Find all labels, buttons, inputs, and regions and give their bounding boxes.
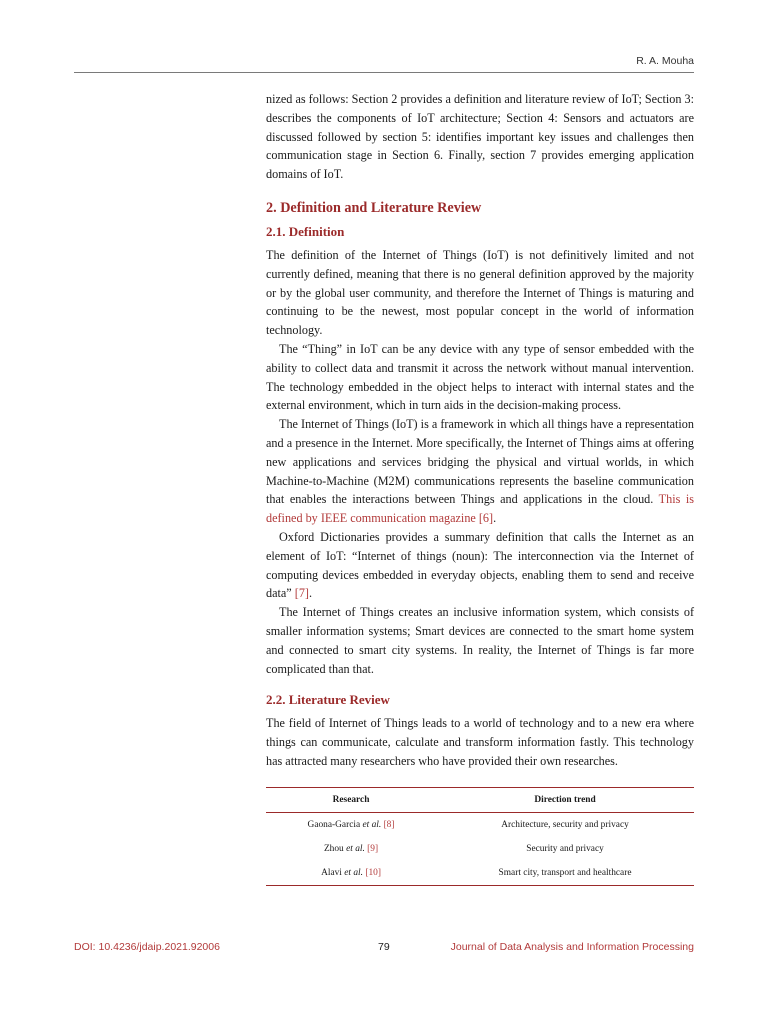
research-cell: Gaona-Garcia et al. [8] [307,819,395,830]
citation-link[interactable]: [7] [294,586,309,601]
citation-link[interactable]: [10] [365,867,381,878]
research-table [266,787,694,886]
table-row [266,812,694,837]
paragraph-text: Oxford Dictionaries provides a summary definition that calls the Internet as an element of IoT: “Internet of things (noun): The interconnection via the Internet of computing devices embedded in everyday objects, enabling them to send and receive data” [266,529,694,601]
table-row [266,837,694,861]
research-cell: Alavi et al. [10] [266,861,436,886]
paragraph: The Internet of Things creates an inclusive information system, which consists of smaller information systems; Smart devices are connected to the smart home system and connected to smart city systems. In reality, the Internet of Things is far more complicated than that. [266,605,694,676]
research-cell: Zhou et al. [9] [323,843,379,854]
main-content [266,90,694,886]
footer-journal-link[interactable]: Journal of Data Analysis and Information Processing [450,941,694,953]
header-rule [74,72,694,73]
paragraph: Oxford Dictionaries provides a summary definition that calls the Internet as an element of IoT: “Internet of things (noun): The interconnection via the Internet of computing devices embedded in everyday objects, enabling them to send and receive data” [7]. [266,529,694,601]
footer-page-number: 79 [378,941,390,953]
paragraph: The definition of the Internet of Things (IoT) is not definitively limited and not currently defined, meaning that there is no general definition approved by the majority or by the global user community, and therefore the Internet of Things is maturing and continuing to be the newest, most popular concept in the world of information technology. [266,247,694,338]
footer-doi-link[interactable]: DOI: 10.4236/jdaip.2021.92006 [74,941,220,953]
citation-link[interactable]: [6] [478,511,494,526]
table-row [266,861,694,886]
table-header-row [266,787,694,812]
citation-link[interactable]: [8] [383,819,395,830]
subsection-heading-literature-review: 2.2. Literature Review [266,692,390,708]
section-heading: 2. Definition and Literature Review [266,199,482,216]
citation-link[interactable]: [9] [367,843,379,854]
trend-cell: Security and privacy [526,843,604,854]
running-header-author: R. A. Mouha [636,55,694,67]
subsection-heading-definition: 2.1. Definition [266,223,345,239]
trend-cell: Architecture, security and privacy [501,819,629,830]
paragraph: The “Thing” in IoT can be any device with any type of sensor embedded with the ability to collect data and transmit it across the network without manual intervention. The technology embedded in the object helps to interact with internal states and the external environment, which in turn aids in the decision-making process. [266,341,694,413]
paragraph-text: The Internet of Things (IoT) is a framework in which all things have a representation and a presence in the Internet. More specifically, the Internet of Things aims at offering new applications and services bridging the physical and virtual worlds, in which Machine-to-Machine (M2M) communications represents the baseline communication that enables the interactions between Things and applications in the cloud. [266,417,694,507]
trend-cell: Smart city, transport and healthcare [436,861,694,886]
paragraph: The field of Internet of Things leads to a world of technology and to a new era where things can communicate, calculate and transform information fastly. This technology has attracted many researchers who have provided their own researches. [266,716,694,768]
red-annotation: This is defined by IEEE communication magazine [266,492,695,526]
column-header-direction-trend: Direction trend [436,787,694,812]
intro-paragraph: nized as follows: Section 2 provides a definition and literature review of IoT; Section 3: describes the components of IoT architecture; Section 4: Sensors and actuators are discussed followed by section 5: identifies important key issues and challenges then communication stage in Section 6. Finally, section 7 provides emerging application domains of IoT. [266,92,694,182]
paragraph: The Internet of Things (IoT) is a framework in which all things have a representation and a presence in the Internet. More specifically, the Internet of Things aims at offering new applications and services bridging the physical and virtual worlds, in which Machine-to-Machine (M2M) communications represents the baseline communication that enables the interactions between Things and applications in the cloud. This is defined by IEEE communication magazine [6]. [266,417,695,526]
column-header-research: Research [266,787,436,812]
